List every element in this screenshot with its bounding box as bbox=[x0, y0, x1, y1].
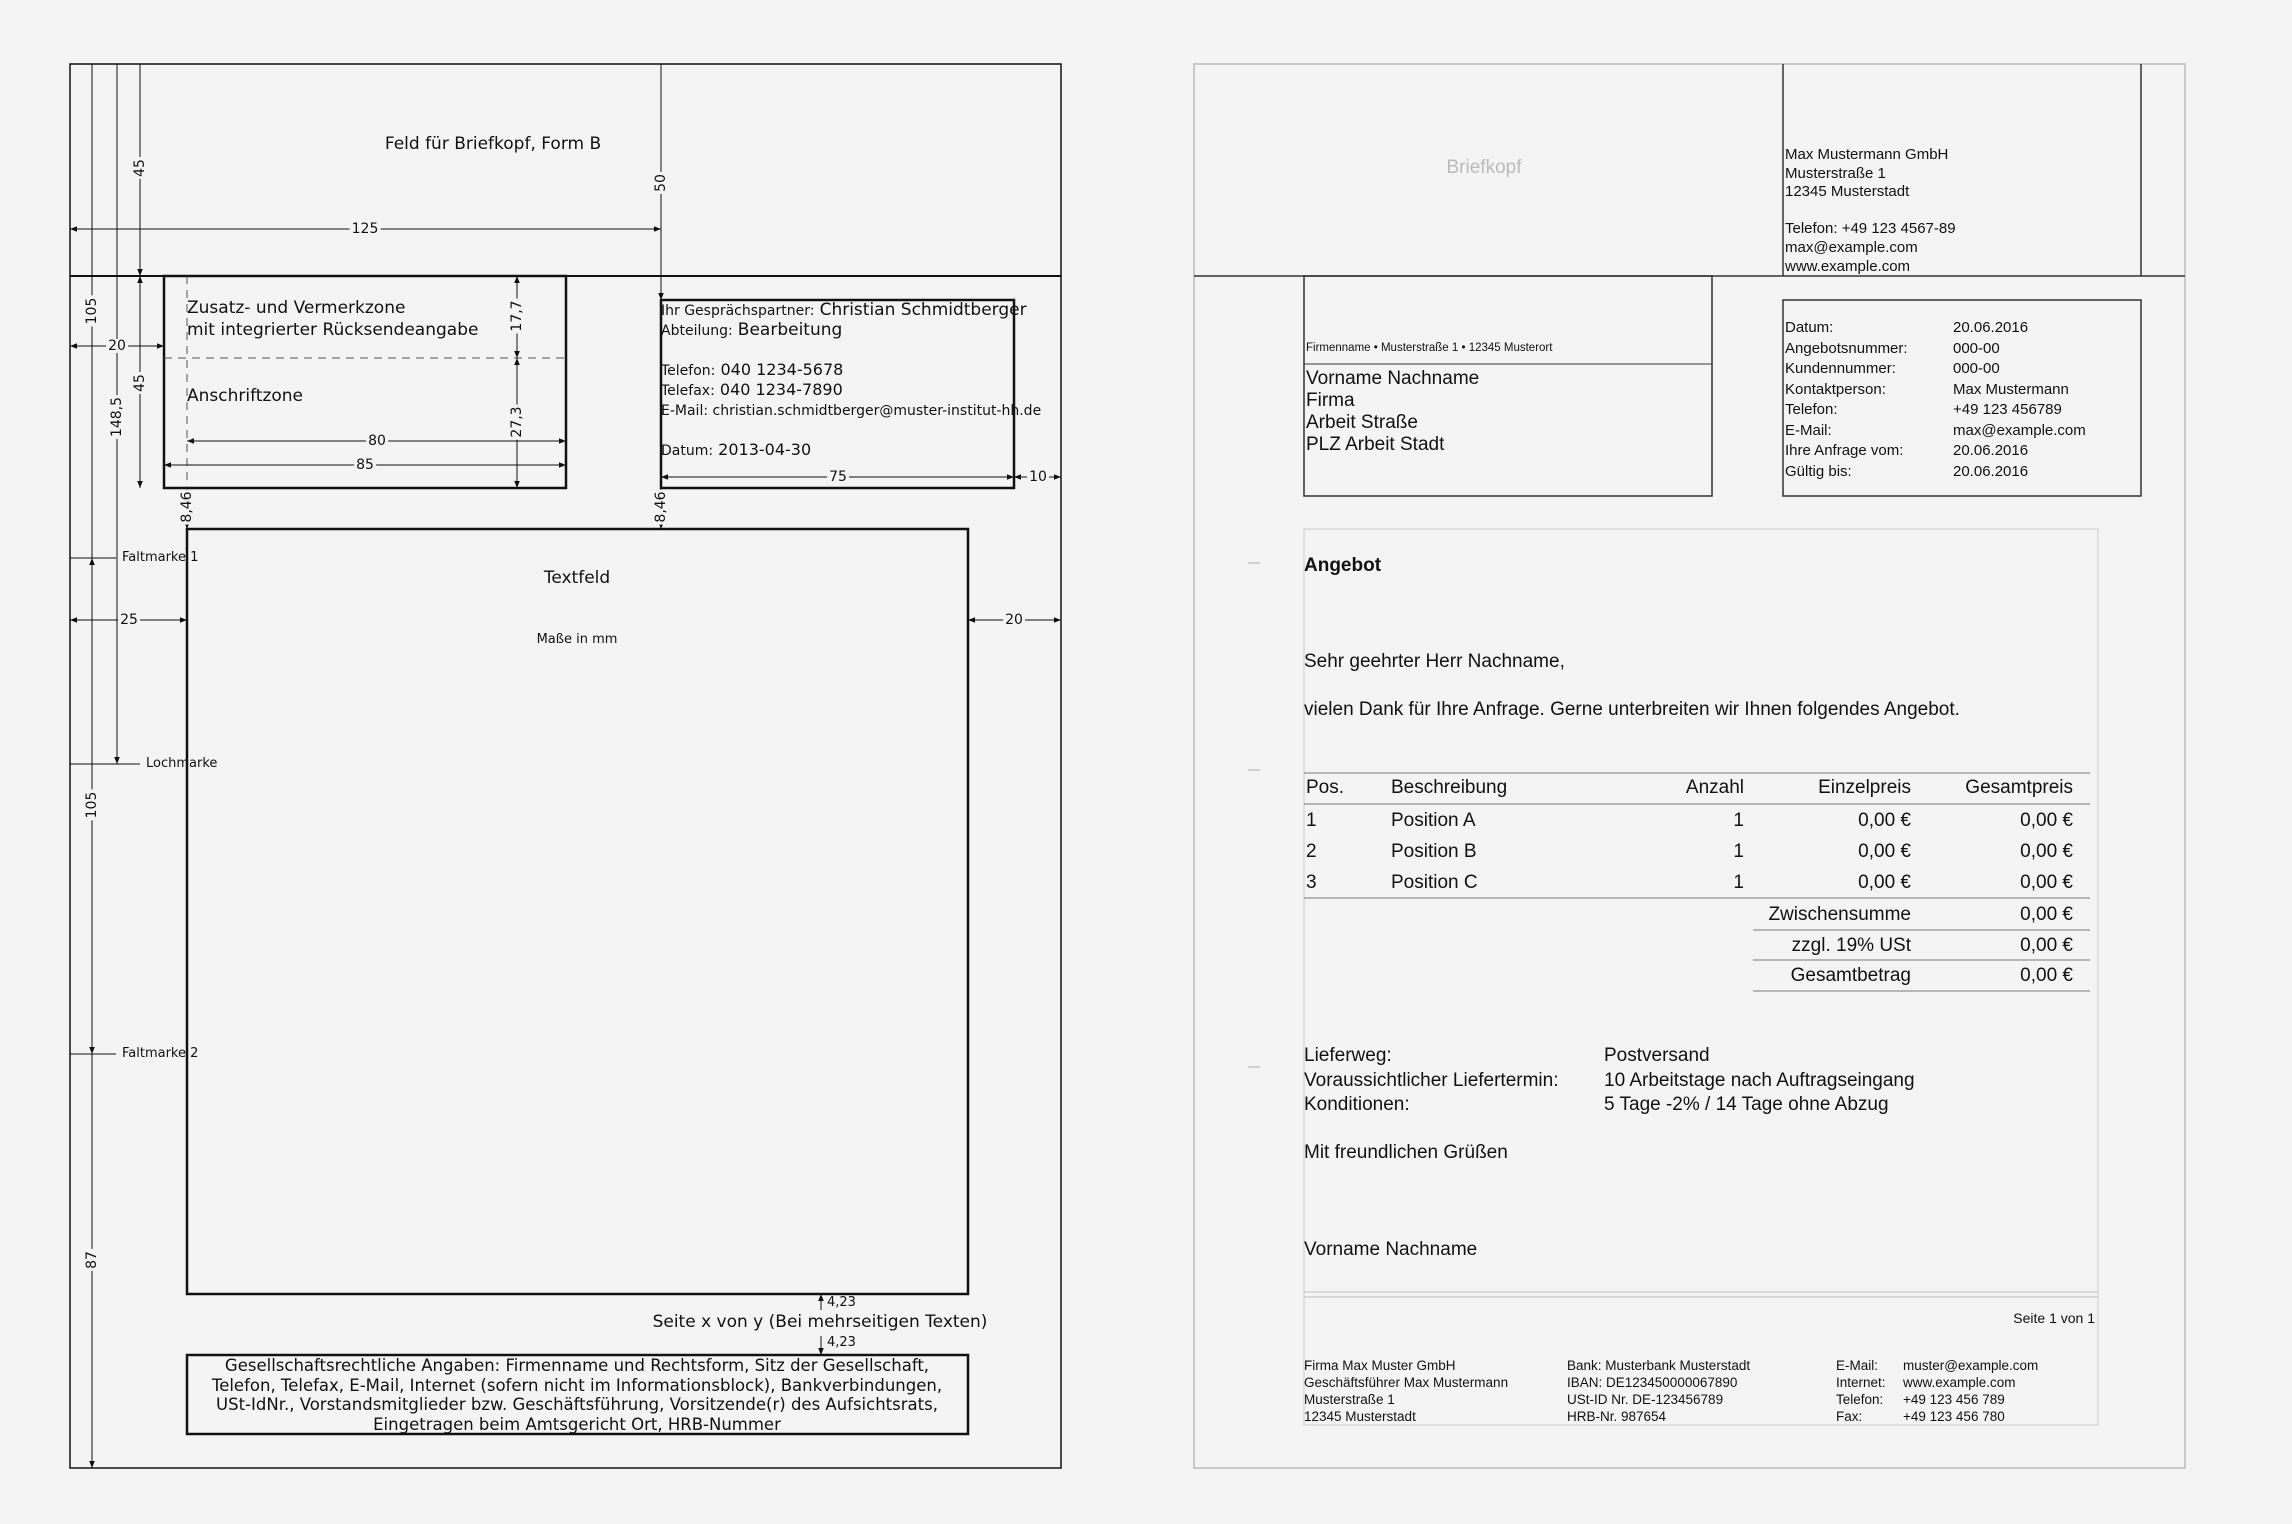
terms-value: 10 Arbeitstage nach Auftragseingang bbox=[1604, 1069, 1915, 1091]
contact-label: Ihr Gesprächspartner: bbox=[661, 303, 815, 319]
totals-label: Zwischensumme bbox=[1768, 904, 1911, 925]
sender-line: Firmenname • Musterstraße 1 • 12345 Musterort bbox=[1306, 342, 1553, 354]
footer-line: Internet: bbox=[1836, 1375, 1886, 1390]
footer-line: IBAN: DE123450000067890 bbox=[1567, 1375, 1738, 1390]
totals-label: zzgl. 19% USt bbox=[1791, 934, 1911, 956]
recipient-line: PLZ Arbeit Stadt bbox=[1306, 434, 1445, 455]
additional-zone-label-2: mit integrierter Rücksendeangabe bbox=[187, 320, 479, 340]
table-cell: 1 bbox=[1733, 810, 1744, 831]
totals-label: Gesamtbetrag bbox=[1790, 965, 1911, 986]
company-line: www.example.com bbox=[1785, 257, 1911, 275]
dim-label: 75 bbox=[829, 469, 847, 485]
terms-label: Konditionen: bbox=[1304, 1094, 1410, 1115]
info-label: Angebotsnummer: bbox=[1785, 339, 1908, 357]
info-label: Kundennummer: bbox=[1785, 360, 1896, 377]
offer-title: Angebot bbox=[1304, 555, 1382, 576]
footer-line: www.example.com bbox=[1903, 1375, 2016, 1390]
email-line: E-Mail: christian.schmidtberger@muster-institut-hh.de bbox=[661, 403, 1042, 419]
info-value: max@example.com bbox=[1953, 421, 2086, 439]
table-cell: Position B bbox=[1391, 841, 1477, 862]
info-label: Gültig bis: bbox=[1785, 462, 1852, 480]
footer-line: Bank: Musterbank Musterstadt bbox=[1567, 1358, 1751, 1373]
info-label: Datum: bbox=[1785, 319, 1834, 336]
fold-mark-1: Faltmarke 1 bbox=[122, 550, 199, 565]
dim-label: 27,3 bbox=[509, 406, 525, 438]
dim-label: 20 bbox=[1005, 612, 1023, 628]
company-block bbox=[1785, 146, 1956, 276]
footer-line: muster@example.com bbox=[1903, 1358, 2039, 1373]
template-page bbox=[70, 64, 1061, 1468]
table-cell: 1 bbox=[1306, 810, 1317, 831]
table-cell: 0,00 € bbox=[2020, 872, 2073, 893]
legal-line: Gesellschaftsrechtliche Angaben: Firmenname und Rechtsform, Sitz der Gesellschaft, bbox=[224, 1356, 930, 1375]
dim-label: 105 bbox=[84, 791, 100, 819]
info-label: Ihre Anfrage vom: bbox=[1785, 442, 1904, 459]
footer-line: 12345 Musterstadt bbox=[1304, 1409, 1416, 1424]
col-header-unit-price: Einzelpreis bbox=[1818, 777, 1911, 798]
date-label: Datum: bbox=[661, 443, 714, 459]
legal-footer bbox=[212, 1356, 942, 1434]
legal-line: USt-IdNr., Vorstandsmitglieder bzw. Geschäftsführung, Vorsitzende(r) des Aufsichtsrats, bbox=[216, 1395, 938, 1414]
footer-line: USt-ID Nr. DE-123456789 bbox=[1567, 1392, 1724, 1407]
info-value: 000-00 bbox=[1953, 339, 2000, 357]
hole-mark: Lochmarke bbox=[146, 756, 218, 771]
recipient-line: Vorname Nachname bbox=[1306, 368, 1480, 389]
salutation: Sehr geehrter Herr Nachname, bbox=[1304, 651, 1565, 672]
letterhead-placeholder: Briefkopf bbox=[1446, 157, 1522, 178]
info-value: 20.06.2016 bbox=[1953, 319, 2029, 336]
recipient-block bbox=[1306, 368, 1479, 456]
footer-line: Geschäftsführer Max Mustermann bbox=[1304, 1375, 1509, 1390]
dim-label: 8,46 bbox=[179, 491, 195, 523]
page-number: Seite 1 von 1 bbox=[2013, 1310, 2095, 1326]
table-cell: 0,00 € bbox=[2020, 810, 2073, 831]
totals-value: 0,00 € bbox=[2020, 934, 2073, 956]
info-label: E-Mail: bbox=[1785, 421, 1832, 439]
phone-value: 040 1234-5678 bbox=[720, 360, 844, 379]
footer-line: E-Mail: bbox=[1836, 1358, 1879, 1373]
fax-label: Telefax: bbox=[661, 383, 715, 399]
totals-value: 0,00 € bbox=[2020, 904, 2073, 925]
info-value: 000-00 bbox=[1953, 360, 2000, 377]
dim-label: 4,23 bbox=[827, 1295, 856, 1310]
col-header-quantity: Anzahl bbox=[1685, 777, 1744, 798]
table-cell: 0,00 € bbox=[1858, 810, 1911, 831]
intro-text: vielen Dank für Ihre Anfrage. Gerne unterbreiten wir Ihnen folgendes Angebot. bbox=[1304, 699, 1960, 720]
col-header-total: Gesamtpreis bbox=[1965, 777, 2073, 798]
table-cell: 2 bbox=[1306, 841, 1317, 862]
table-cell: 1 bbox=[1733, 841, 1744, 862]
dim-label: 80 bbox=[368, 433, 386, 449]
legal-line: Telefon, Telefax, E-Mail, Internet (sofern nicht im Informationsblock), Bankverbindungen, bbox=[211, 1375, 943, 1395]
dim-label: 4,23 bbox=[827, 1335, 856, 1350]
dim-label: 85 bbox=[356, 457, 374, 473]
company-line: Telefon: +49 123 4567-89 bbox=[1785, 220, 1956, 238]
dim-label: 125 bbox=[351, 221, 379, 237]
col-header-pos: Pos. bbox=[1306, 777, 1345, 798]
company-line: Musterstraße 1 bbox=[1785, 164, 1886, 182]
dim-label: 8,46 bbox=[653, 491, 669, 523]
info-value: 20.06.2016 bbox=[1953, 442, 2029, 459]
table-cell: 1 bbox=[1733, 872, 1744, 893]
additional-zone-label: Zusatz- und Vermerkzone bbox=[187, 298, 406, 318]
page-note: Seite x von y (Bei mehrseitigen Texten) bbox=[652, 1312, 988, 1332]
info-label: Telefon: bbox=[1785, 401, 1838, 418]
dim-label: 87 bbox=[84, 1251, 100, 1269]
table-cell: 0,00 € bbox=[1858, 841, 1911, 862]
table-cell: 3 bbox=[1306, 872, 1317, 893]
company-line: Max Mustermann GmbH bbox=[1785, 146, 1949, 163]
dim-label: 148,5 bbox=[109, 396, 125, 438]
company-line: 12345 Musterstadt bbox=[1785, 183, 1910, 201]
recipient-line: Firma bbox=[1306, 390, 1355, 411]
table-cell: 0,00 € bbox=[2020, 841, 2073, 862]
footer-line: Firma Max Muster GmbH bbox=[1304, 1358, 1456, 1373]
terms-label: Voraussichtlicher Liefertermin: bbox=[1304, 1069, 1559, 1091]
footer-line: Fax: bbox=[1836, 1409, 1863, 1424]
legal-line: Eingetragen beim Amtsgericht Ort, HRB-Nummer bbox=[373, 1414, 781, 1434]
table-cell: Position C bbox=[1391, 872, 1478, 893]
dim-label: 45 bbox=[132, 374, 148, 392]
terms-value: 5 Tage -2% / 14 Tage ohne Abzug bbox=[1604, 1094, 1889, 1115]
dim-label: 50 bbox=[653, 174, 669, 192]
contact-name: Christian Schmidtberger bbox=[819, 300, 1027, 320]
footer-line: HRB-Nr. 987654 bbox=[1567, 1409, 1667, 1424]
footer-bank bbox=[1567, 1357, 1750, 1425]
info-value: 20.06.2016 bbox=[1953, 462, 2029, 480]
footer-line: Musterstraße 1 bbox=[1304, 1392, 1395, 1407]
dept-value: Bearbeitung bbox=[737, 320, 843, 340]
company-line: max@example.com bbox=[1785, 238, 1918, 256]
dim-label: 10 bbox=[1029, 469, 1047, 485]
recipient-line: Arbeit Straße bbox=[1306, 412, 1418, 433]
closing: Mit freundlichen Grüßen bbox=[1304, 1142, 1508, 1163]
terms-label: Lieferweg: bbox=[1304, 1045, 1392, 1066]
terms-value: Postversand bbox=[1604, 1045, 1710, 1066]
fold-mark-2: Faltmarke 2 bbox=[122, 1046, 199, 1061]
info-value: Max Mustermann bbox=[1953, 380, 2069, 398]
totals-value: 0,00 € bbox=[2020, 965, 2073, 986]
date-value: 2013-04-30 bbox=[718, 440, 812, 459]
info-value: +49 123 456789 bbox=[1953, 401, 2062, 418]
address-zone-label: Anschriftzone bbox=[187, 386, 304, 406]
footer-contact-values bbox=[1903, 1357, 2038, 1425]
info-label: Kontaktperson: bbox=[1785, 380, 1886, 398]
units-note: Maße in mm bbox=[536, 632, 618, 647]
footer-line: Telefon: bbox=[1836, 1392, 1884, 1407]
col-header-description: Beschreibung bbox=[1391, 777, 1508, 798]
header-field-label: Feld für Briefkopf, Form B bbox=[384, 134, 602, 154]
dim-label: 45 bbox=[132, 159, 148, 177]
textfield-label: Textfeld bbox=[543, 568, 611, 588]
footer-company bbox=[1304, 1357, 1508, 1425]
table-cell: 0,00 € bbox=[1858, 872, 1911, 893]
dim-label: 17,7 bbox=[509, 300, 525, 332]
table-cell: Position A bbox=[1391, 810, 1476, 831]
footer-line: +49 123 456 780 bbox=[1903, 1409, 2005, 1424]
footer-line: +49 123 456 789 bbox=[1903, 1392, 2005, 1407]
dim-label: 20 bbox=[108, 338, 126, 354]
phone-label: Telefon: bbox=[661, 363, 716, 379]
footer-contact-labels bbox=[1836, 1357, 1886, 1425]
signature-name: Vorname Nachname bbox=[1304, 1239, 1478, 1260]
dept-label: Abteilung: bbox=[661, 323, 733, 339]
fax-value: 040 1234-7890 bbox=[719, 380, 843, 399]
dim-label: 25 bbox=[120, 612, 138, 628]
dim-label: 105 bbox=[84, 297, 100, 325]
